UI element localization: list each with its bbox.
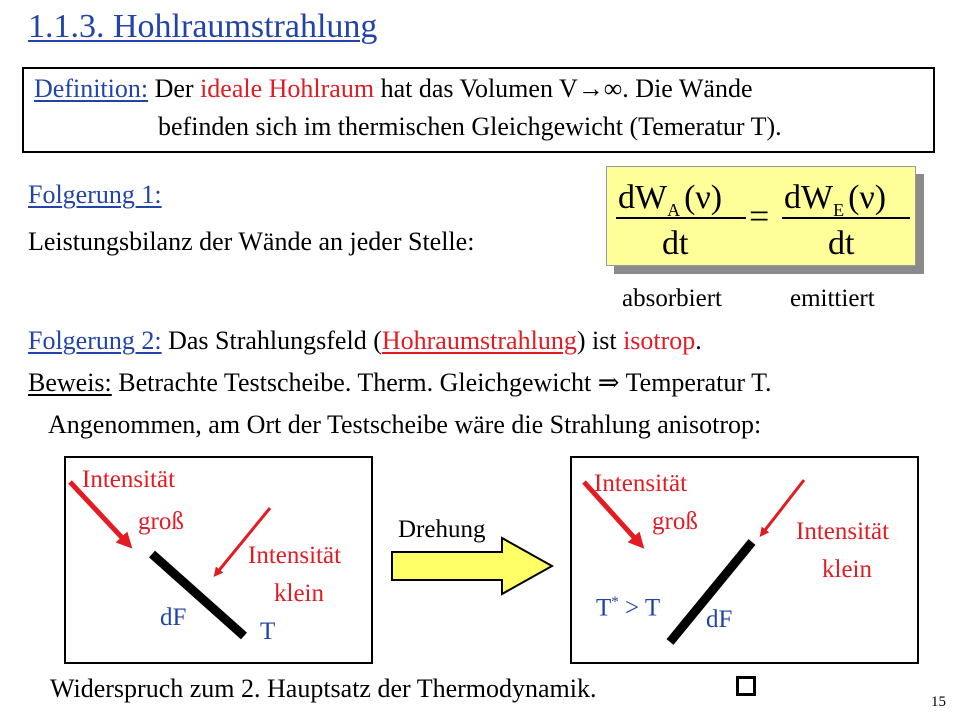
- label-absorbiert: absorbiert: [622, 285, 722, 312]
- formula-right-d: dW: [784, 179, 834, 216]
- svg-text:dWA(ν): [618, 179, 722, 220]
- right-tstar: [596, 594, 660, 622]
- beweis-line: [28, 368, 772, 398]
- widerspruch-text: Widerspruch zum 2. Hauptsatz der Thermodynamik.: [50, 674, 597, 703]
- definition-highlight: ideale Hohlraum: [200, 74, 375, 103]
- left-intens-gross-2: groß: [138, 508, 184, 535]
- left-dF: dF: [160, 604, 187, 631]
- folgerung2-isotrop: isotrop: [623, 326, 696, 355]
- formula-left-den: dt: [662, 225, 689, 262]
- folgerung2-text-2: ) ist: [576, 326, 617, 355]
- left-T: T: [260, 618, 276, 645]
- formula-svg: [606, 166, 926, 276]
- left-intens-klein-1: Intensität: [248, 542, 342, 569]
- drehung-arrow: [390, 536, 556, 596]
- label-emittiert: emittiert: [790, 285, 875, 312]
- definition-line-1: [34, 74, 753, 104]
- svg-text:dWE(ν): [784, 179, 886, 220]
- folgerung2-end: .: [695, 326, 702, 355]
- formula-left-sub: A: [667, 200, 681, 220]
- right-tstar-rel: > T: [625, 594, 661, 622]
- folgerung1-text: Leistungsbilanz der Wände an jeder Stelle:: [28, 227, 475, 256]
- folgerung2-text-1: Das Strahlungsfeld (: [168, 326, 382, 355]
- qed-square-icon: [736, 676, 756, 696]
- right-intens-gross-1: Intensität: [594, 470, 688, 497]
- left-intens-gross-1: Intensität: [82, 466, 176, 493]
- beweis-text-2: Temperatur T.: [625, 368, 772, 397]
- right-dF: dF: [706, 606, 733, 633]
- formula-left-nu: (ν): [684, 179, 723, 216]
- formula-right-sub: E: [833, 200, 845, 220]
- angenommen-text: Angenommen, am Ort der Testscheibe wäre die Strahlung anisotrop:: [48, 410, 762, 439]
- definition-text-2: hat das Volumen V: [380, 74, 578, 103]
- folgerung2-link[interactable]: Hohraumstrahlung: [381, 326, 577, 355]
- definition-text-3: . Die Wände: [622, 74, 753, 103]
- left-intens-klein-2: klein: [274, 580, 324, 607]
- right-tstar-sup: *: [611, 594, 619, 610]
- formula-equals: =: [749, 196, 770, 236]
- definition-arrow: →∞: [577, 74, 623, 103]
- definition-line-2: befinden sich im thermischen Gleichgewicht (Temeratur T).: [158, 112, 782, 141]
- formula-right-den: dt: [828, 225, 855, 262]
- page-title: 1.1.3. Hohlraumstrahlung: [28, 8, 378, 45]
- right-intens-klein-2: klein: [822, 556, 872, 583]
- definition-text-1: Der: [154, 74, 194, 103]
- right-tstar-T: T: [596, 594, 612, 622]
- right-intens-klein-1: Intensität: [796, 518, 890, 545]
- folgerung1-label: Folgerung 1:: [28, 180, 162, 209]
- page-number: 15: [931, 694, 946, 710]
- beweis-label: Beweis:: [28, 368, 112, 397]
- drehung-label: Drehung: [398, 516, 486, 543]
- formula-right-nu: (ν): [848, 179, 887, 216]
- folgerung2-line: [28, 326, 702, 356]
- right-intens-gross-2: groß: [652, 508, 698, 535]
- folgerung2-label: Folgerung 2:: [28, 326, 162, 355]
- beweis-text: Betrachte Testscheibe. Therm. Gleichgewicht: [118, 368, 592, 397]
- formula-left-d: dW: [618, 179, 668, 216]
- beweis-implies: ⇒: [597, 368, 620, 397]
- definition-label: Definition:: [34, 74, 149, 103]
